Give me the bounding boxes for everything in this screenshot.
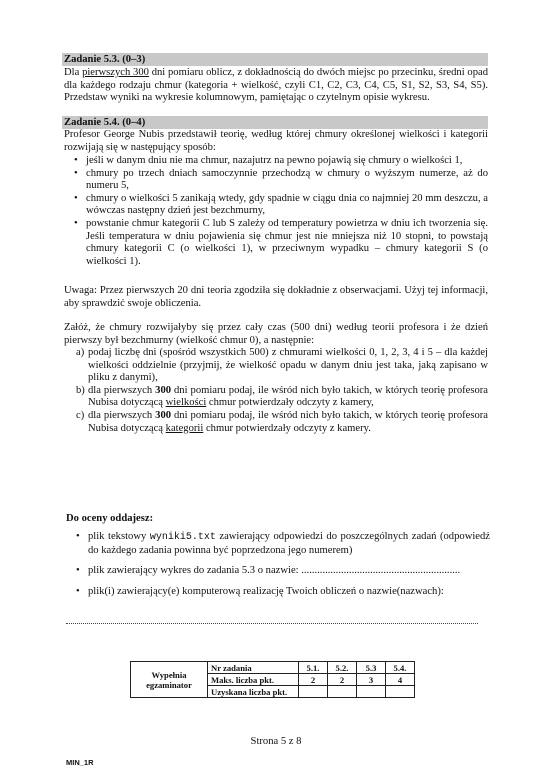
obtained-points-cell[interactable] (328, 686, 357, 698)
task-5-3-underlined: pierwszych 300 (82, 67, 149, 78)
rule-text: powstanie chmur kategorii C lub S zależy od temperatury powietrza w dniu ich tworzenia się. Jeśli temperatura w dniu pojawienia się chmur jest nie mniejsza niż 10 stopni, to powstają chmury kategorii C (o wielkości 1), w przeciwnym wypadku – chmury kategorii S (o wielkości 1). (86, 217, 488, 267)
subtask-text: dni pomiaru podaj, ile wśród nich było takich, w których teorię profesora Nubisa dotyczącą (88, 409, 488, 434)
submit-item-chart-file (66, 565, 490, 578)
subtask-c (64, 410, 488, 435)
task-5-4-assumption: Załóż, że chmury rozwijałyby się przez cały czas (500 dni) według teorii profesora i że dzień pierwszy był bezchmurny (wielkość chmur 0), a następnie: (64, 322, 488, 346)
submit-list (66, 531, 490, 606)
subtask-text: chmur potwierdzały odczyty z kamery. (203, 422, 371, 434)
bullet-icon: • (74, 167, 78, 179)
rule-text: chmury po trzech dniach samoczynnie przechodzą w chmury o wyższym numerze, aż do numeru 5, (86, 167, 488, 192)
task-5-4-intro: Profesor George Nubis przedstawił teorię, według której chmury określonej wielkości i kategorii rozwijają się w następujący sposób: (64, 129, 488, 153)
task-number-cell: 5.4. (386, 662, 415, 674)
subtask-a (64, 347, 488, 385)
rule-item (64, 155, 488, 168)
submit-heading: Do oceny oddajesz: (66, 513, 154, 524)
bullet-icon: • (76, 565, 80, 577)
submit-text: plik tekstowy (88, 531, 150, 542)
task-5-4-rules-list (64, 155, 488, 268)
obtained-points-cell[interactable] (299, 686, 328, 698)
exam-code: MIN_1R (66, 758, 94, 767)
subtask-text: dla pierwszych (88, 384, 156, 396)
task-5-3-text (64, 67, 488, 105)
task-number-cell: 5.2. (328, 662, 357, 674)
rule-item (64, 218, 488, 268)
subtask-text: dni pomiaru podaj, ile wśród nich było takich, w których teorię profesora Nubisa dotyczącą (88, 384, 488, 409)
submit-item-results-file (66, 531, 490, 557)
task-5-4-header: Zadanie 5.4. (0–4) (62, 116, 488, 129)
task-5-3-text-post: dni pomiaru oblicz, z dokładnością do dwóch miejsc po przecinku, średni opad dla każdego rodzaju chmur (kategoria + wielkość, czyli C1, C2, C3, C4, C5, S1, S2, S3, S4, S5). Przedstaw wyniki na wykresie kolumnowym, pamiętając o czytelnym opisie wykresu. (64, 67, 488, 104)
task-5-4-subtasks (64, 347, 488, 435)
grade-table (130, 661, 415, 698)
subtask-b (64, 385, 488, 410)
examiner-label: Wypełnia egzaminator (131, 662, 208, 698)
row-label-max-points: Maks. liczba pkt. (208, 674, 299, 686)
row-label-obtained-points: Uzyskana liczba pkt. (208, 686, 299, 698)
file-name: wyniki5.txt (149, 532, 216, 543)
submit-text: plik(i) zawierający(e) komputerową realizację Twoich obliczeń o nazwie(nazwach): (88, 585, 444, 597)
obtained-points-cell[interactable] (357, 686, 386, 698)
submit-text: zawierający odpowiedzi do poszczególnych zadań (odpowiedź do każdego zadania powinna być poprzedzona jego numerem) (88, 531, 490, 556)
subtask-text: chmur potwierdzały odczyty z kamery, (206, 397, 374, 409)
subtask-number: 300 (155, 409, 172, 421)
subtask-label: c) (76, 409, 85, 421)
rule-text: jeśli w danym dniu nie ma chmur, nazajutrz na pewno pojawią się chmury o wielkości 1, (86, 155, 463, 166)
task-5-3-text-pre: Dla (64, 67, 83, 78)
subtask-label: a) (76, 347, 85, 358)
task-number-cell: 5.3 (357, 662, 386, 674)
task-number-cell: 5.1. (299, 662, 328, 674)
obtained-points-cell[interactable] (386, 686, 415, 698)
subtask-text: podaj liczbę dni (spośród wszystkich 500) z chmurami wielkości 0, 1, 2, 3, 4 i 5 – dla każdej wielkości oddzielnie (przyjmij, że wielkość opadu w danym dniu jest taka, jaką zapisano w pliku z danymi), (88, 347, 488, 384)
rule-item (64, 168, 488, 193)
subtask-label: b) (76, 384, 85, 396)
subtask-underlined: wielkości (165, 397, 207, 409)
answer-dotted-line (66, 622, 478, 624)
max-points-cell: 2 (328, 674, 357, 686)
max-points-cell: 3 (357, 674, 386, 686)
rule-text: chmury o wielkości 5 zanikają wtedy, gdy spadnie w ciągu dnia co najmniej 20 mm deszczu, a wówczas następny dzień jest bezchmurny, (86, 192, 488, 217)
bullet-icon: • (74, 192, 78, 204)
task-5-3-header: Zadanie 5.3. (0–3) (62, 53, 488, 66)
page-number: Strona 5 z 8 (250, 736, 302, 747)
task-5-4-note: Uwaga: Przez pierwszych 20 dni teoria zgodziła się dokładnie z obserwacjami. Użyj tej informacji, aby sprawdzić swoje obliczenia. (64, 285, 488, 309)
bullet-icon: • (74, 217, 78, 229)
rule-item (64, 193, 488, 218)
row-label-task-number: Nr zadania (208, 662, 299, 674)
subtask-number: 300 (155, 384, 172, 396)
bullet-icon: • (76, 585, 80, 597)
max-points-cell: 2 (299, 674, 328, 686)
submit-item-computation-files (66, 586, 490, 599)
subtask-underlined: kategorii (165, 422, 204, 434)
bullet-icon: • (76, 531, 80, 542)
max-points-cell: 4 (386, 674, 415, 686)
bullet-icon: • (74, 155, 78, 166)
submit-text: plik zawierający wykres do zadania 5.3 o nazwie: ............................................................ (88, 565, 461, 577)
subtask-text: dla pierwszych (88, 409, 156, 421)
